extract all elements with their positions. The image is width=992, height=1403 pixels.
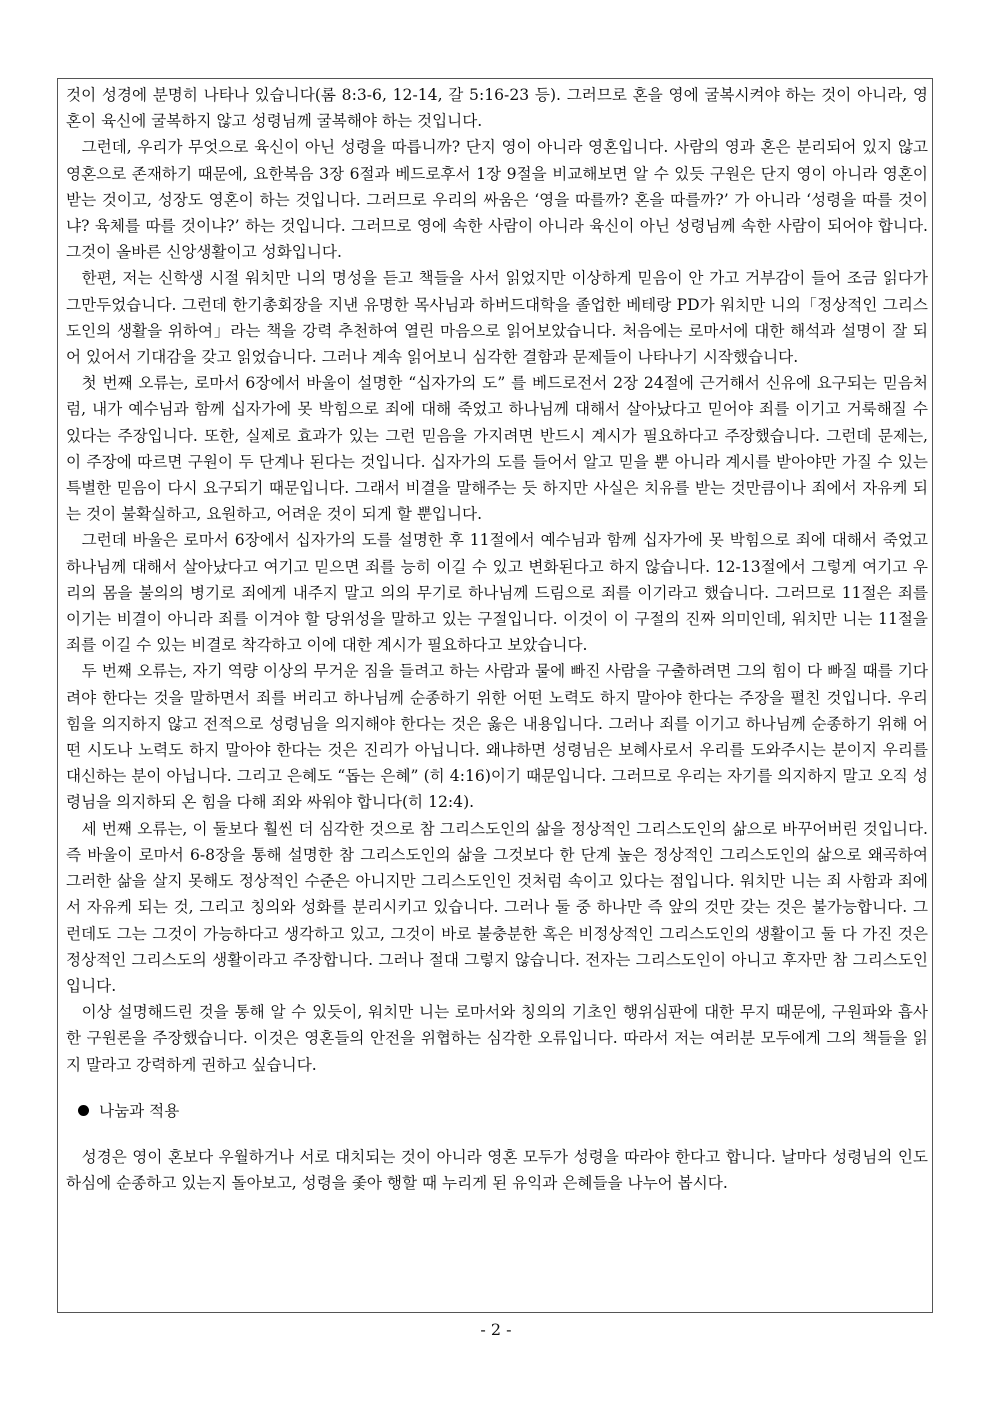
paragraph-5: 그런데 바울은 로마서 6장에서 십자가의 도를 설명한 후 11절에서 예수님과 함께 십자가에 못 박힘으로 죄에 대해서 죽었고 하나님께 대해서 살아났다고 여기고 믿으면 죄를 능히 이길 수 있고 변화된다고 하지 않습니다. 12-13절에서 그렇게 여기고 우리의 몸을 불의의 병기로 죄에게 내주지 말고 의의 무기로 하나님께 드림으로 죄를 이기라고 했습니다. 그러므로 11절은 죄를 이기는 비결이 아니라 죄를 이겨야 할 당위성을 말하고 있는 구절입니다. 이것이 이 구절의 진짜 의미인데, 워치만 니는 11절을 죄를 이길 수 있는 비결로 착각하고 이에 대한 계시가 필요하다고 보았습니다. [66, 531, 928, 655]
paragraph-1: 것이 성경에 분명히 나타나 있습니다(롬 8:3-6, 12-14, 갈 5:16-23 등). 그러므로 혼을 영에 굴복시켜야 하는 것이 아니라, 영혼이 육신에 굴복하지 않고 성령님께 굴복해야 하는 것입니다. [66, 86, 928, 131]
section-text: 성경은 영이 혼보다 우월하거나 서로 대치되는 것이 아니라 영혼 모두가 성령을 따라야 한다고 합니다. 날마다 성령님의 인도하심에 순종하고 있는지 돌아보고, 성령을 좇아 행할 때 누리게 된 유익과 은혜들을 나누어 봅시다. [66, 1147, 928, 1192]
section-heading [78, 1098, 928, 1124]
paragraph-4: 첫 번째 오류는, 로마서 6장에서 바울이 설명한 “십자가의 도” 를 베드로전서 2장 24절에 근거해서 신유에 요구되는 믿음처럼, 내가 예수님과 함께 십자가에 못 박힘으로 죄에 대해 죽었고 하나님께 대해서 살아났다고 믿어야 죄를 이기고 거룩해질 수 있다는 주장입니다. 또한, 실제로 효과가 있는 그런 믿음을 가지려면 반드시 계시가 필요하다고 주장했습니다. 그런데 문제는, 이 주장에 따르면 구원이 두 단계나 된다는 것입니다. 십자가의 도를 들어서 알고 믿을 뿐 아니라 계시를 받아야만 가질 수 있는 특별한 믿음이 다시 요구되기 때문입니다. 그래서 비결을 말해주는 듯 하지만 사실은 치유를 받는 것만큼이나 죄에서 자유케 되는 것이 불확실하고, 요원하고, 어려운 것이 되게 할 뿐입니다. [66, 374, 928, 524]
bullet-icon [78, 1105, 89, 1116]
paragraph-8: 이상 설명해드린 것을 통해 알 수 있듯이, 워치만 니는 로마서와 칭의의 기초인 행위심판에 대한 무지 때문에, 구원파와 흡사한 구원론을 주장했습니다. 이것은 영혼들의 안전을 위협하는 심각한 오류입니다. 따라서 저는 여러분 모두에게 그의 책들을 읽지 말라고 강력하게 권하고 싶습니다. [66, 1003, 928, 1074]
section-title: 나눔과 적용 [99, 1101, 180, 1120]
paragraph-2: 그런데, 우리가 무엇으로 육신이 아닌 성령을 따릅니까? 단지 영이 아니라 영혼입니다. 사람의 영과 혼은 분리되어 있지 않고 영혼으로 존재하기 때문에, 요한복음 3장 6절과 베드로후서 1장 9절을 비교해보면 알 수 있듯 구원은 단지 영이 아니라 영혼이 받는 것이고, 성장도 영혼이 하는 것입니다. 그러므로 우리의 싸움은 ‘영을 따를까? 혼을 따를까?’ 가 아니라 ‘성령을 따를 것이냐? 육체를 따를 것이냐?’ 하는 것입니다. 그러므로 영에 속한 사람이 아니라 육신이 아닌 성령님께 속한 사람이 되어야 합니다. 그것이 올바른 신앙생활이고 성화입니다. [66, 138, 928, 262]
paragraph-6: 두 번째 오류는, 자기 역량 이상의 무거운 짐을 들려고 하는 사람과 물에 빠진 사람을 구출하려면 그의 힘이 다 빠질 때를 기다려야 한다는 것을 말하면서 죄를 버리고 하나님께 순종하기 위한 어떤 노력도 하지 말아야 한다는 주장을 펼친 것입니다. 우리 힘을 의지하지 않고 전적으로 성령님을 의지해야 한다는 것은 옳은 내용입니다. 그러나 죄를 이기고 하나님께 순종하기 위해 어떤 시도나 노력도 하지 말아야 한다는 것은 진리가 아닙니다. 왜냐하면 성령님은 보혜사로서 우리를 도와주시는 분이지 우리를 대신하는 분이 아닙니다. 그리고 은혜도 “돕는 은혜” (히 4:16)이기 때문입니다. 그러므로 우리는 자기를 의지하지 말고 오직 성령님을 의지하되 온 힘을 다해 죄와 싸워야 합니다(히 12:4). [66, 662, 928, 812]
paragraph-7: 세 번째 오류는, 이 둘보다 훨씬 더 심각한 것으로 참 그리스도인의 삶을 정상적인 그리스도인의 삶으로 바꾸어버린 것입니다. 즉 바울이 로마서 6-8장을 통해 설명한 참 그리스도인의 삶을 그것보다 한 단계 높은 정상적인 그리스도인의 삶으로 왜곡하여 그러한 삶을 살지 못해도 정상적인 수준은 아니지만 그리스도인인 것처럼 속이고 있다는 점입니다. 워치만 니는 죄 사함과 죄에서 자유케 되는 것, 그리고 칭의와 성화를 분리시키고 있습니다. 그러나 둘 중 하나만 즉 앞의 것만 갖는 것은 불가능합니다. 그런데도 그는 그것이 가능하다고 생각하고 있고, 그것이 바로 불충분한 혹은 비정상적인 그리스도인의 생활이고 둘 다 가진 것은 정상적인 그리스도의 생활이라고 주장합니다. 그러나 절대 그렇지 않습니다. 전자는 그리스도인이 아니고 후자만 참 그리스도인입니다. [66, 819, 928, 995]
document-body [66, 82, 928, 1196]
paragraph-3: 한편, 저는 신학생 시절 워치만 니의 명성을 듣고 책들을 사서 읽었지만 이상하게 믿음이 안 가고 거부감이 들어 조금 읽다가 그만두었습니다. 그런데 한기총회장을 지낸 유명한 목사님과 하버드대학을 졸업한 베테랑 PD가 워치만 니의「정상적인 그리스도인의 생활을 위하여」라는 책을 강력 추천하여 열린 마음으로 읽어보았습니다. 처음에는 로마서에 대한 해석과 설명이 잘 되어 있어서 기대감을 갖고 읽었습니다. 그러나 계속 읽어보니 심각한 결함과 문제들이 나타나기 시작했습니다. [66, 269, 928, 367]
page-number: - 2 - [480, 1320, 512, 1339]
